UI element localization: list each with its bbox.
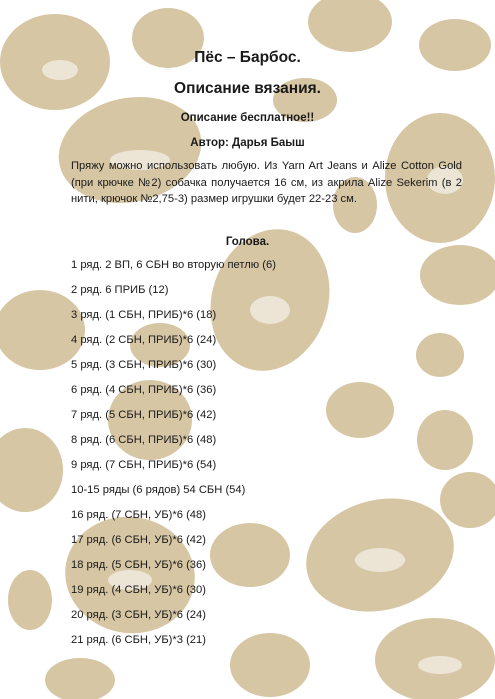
row-instruction: 6 ряд. (4 СБН, ПРИБ)*6 (36): [71, 384, 217, 396]
row-instruction: 1 ряд. 2 ВП, 6 СБН во вторую петлю (6): [71, 259, 276, 271]
row-instruction: 21 ряд. (6 СБН, УБ)*3 (21): [71, 634, 206, 646]
section-title-head: Голова.: [225, 236, 270, 248]
row-instruction: 17 ряд. (6 СБН, УБ)*6 (42): [71, 534, 206, 546]
row-instruction: 5 ряд. (3 СБН, ПРИБ)*6 (30): [71, 359, 217, 371]
row-instruction: 19 ряд. (4 СБН, УБ)*6 (30): [71, 584, 206, 596]
document-title: Пёс – Барбос.: [194, 49, 301, 66]
row-instruction: 3 ряд. (1 СБН, ПРИБ)*6 (18): [71, 309, 217, 321]
row-instruction: 2 ряд. 6 ПРИБ (12): [71, 284, 169, 296]
row-instruction: 20 ряд. (3 СБН, УБ)*6 (24): [71, 609, 206, 621]
document-subtitle: Описание вязания.: [174, 80, 321, 97]
row-instruction: 8 ряд. (6 СБН, ПРИБ)*6 (48): [71, 434, 217, 446]
row-instruction: 9 ряд. (7 СБН, ПРИБ)*6 (54): [71, 459, 217, 471]
row-instruction: 10-15 ряды (6 рядов) 54 СБН (54): [71, 484, 246, 496]
author-line: Автор: Дарья Баыш: [190, 137, 305, 149]
yarn-intro-paragraph: Пряжу можно использовать любую. Из Yarn Art Jeans и Alize Cotton Gold (при крючке №2) собачка получается 16 см, из акрила Alize Sekerim (в 2 нити, крючок №2,75-3) размер игрушки будет 22-23 см.: [71, 160, 462, 205]
row-instruction: 4 ряд. (2 СБН, ПРИБ)*6 (24): [71, 334, 217, 346]
row-instruction: 16 ряд. (7 СБН, УБ)*6 (48): [71, 509, 206, 521]
free-description-note: Описание бесплатное!!: [180, 112, 315, 124]
row-instruction: 7 ряд. (5 СБН, ПРИБ)*6 (42): [71, 409, 217, 421]
row-instruction: 18 ряд. (5 СБН, УБ)*6 (36): [71, 559, 206, 571]
